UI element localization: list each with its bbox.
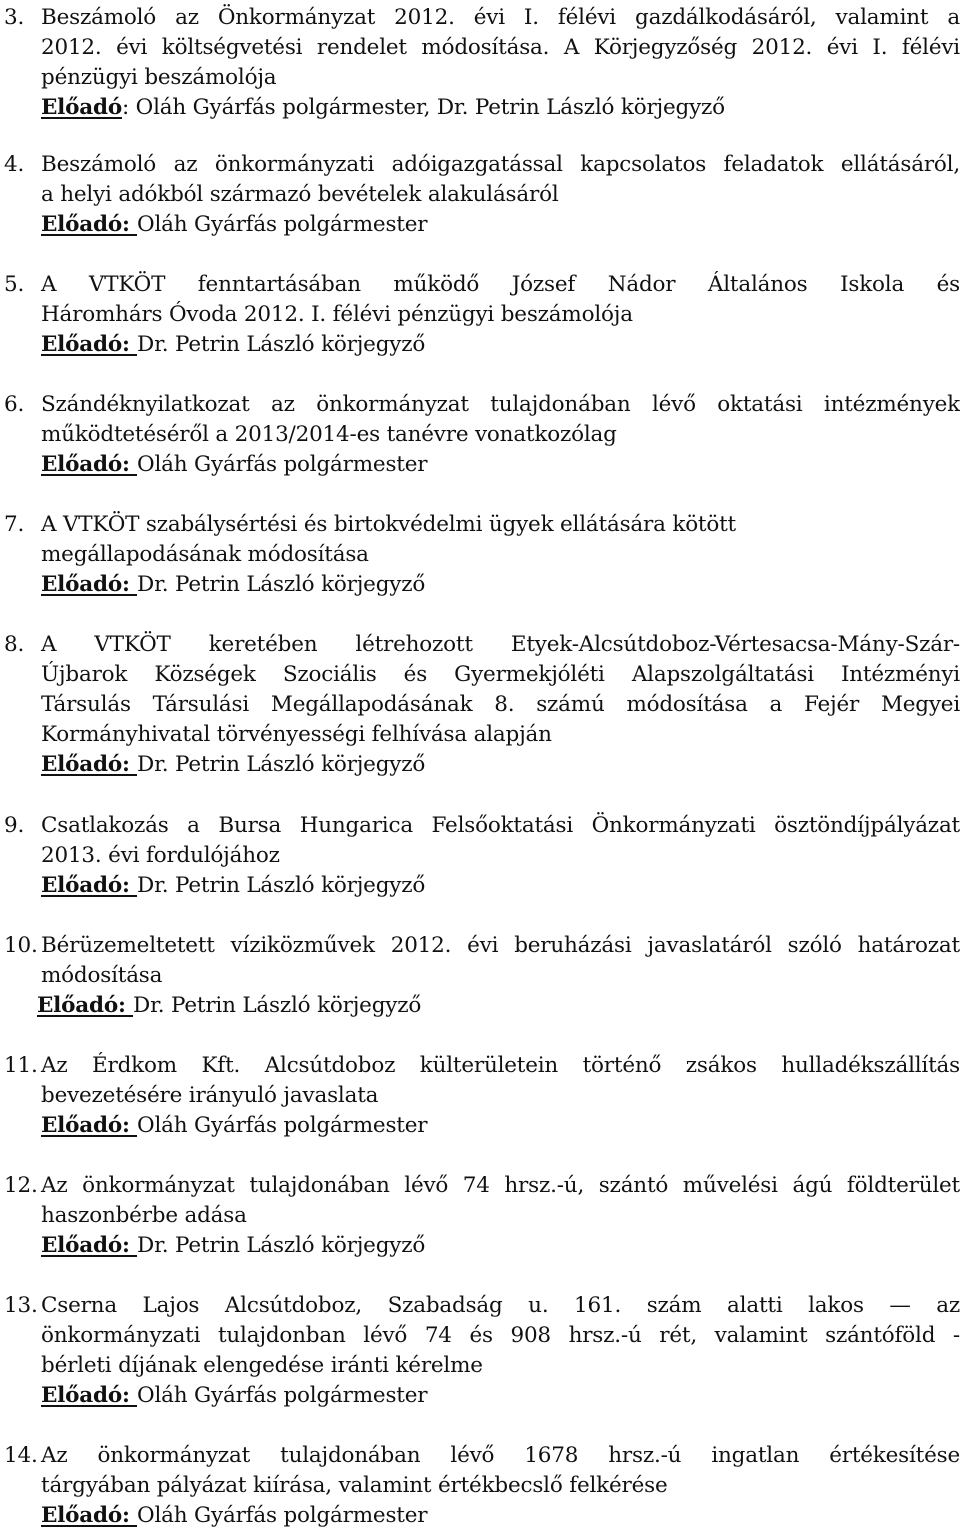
presenter-name: Dr. Petrin László körjegyző (137, 332, 426, 357)
presenter-name: Oláh Gyárfás polgármester (137, 1113, 428, 1138)
agenda-item-text-line: a helyi adókból származó bevételek alakulásáról (41, 182, 559, 207)
presenter-name: Oláh Gyárfás polgármester (137, 212, 428, 237)
agenda-item-text-line: Az Érdkom Kft. Alcsútdoboz külterületein történő zsákos hulladékszállítás (41, 1053, 960, 1078)
presenter-line (41, 1501, 960, 1531)
presenter-line (41, 1111, 960, 1141)
agenda-item (0, 1441, 960, 1531)
presenter-label: Előadó: (41, 1383, 138, 1408)
agenda-item (0, 931, 960, 1021)
presenter-name: Dr. Petrin László körjegyző (133, 993, 422, 1018)
presenter-label: Előadó: (37, 993, 134, 1018)
presenter-label-colon: : (122, 95, 130, 120)
agenda-item-number: 8. (4, 632, 25, 657)
presenter-line (37, 991, 960, 1021)
agenda-item-text-line: Cserna Lajos Alcsútdoboz, Szabadság u. 161. szám alatti lakos — az (41, 1293, 960, 1318)
agenda-item-number: 10. (4, 933, 38, 958)
agenda-item-text-line: Az önkormányzat tulajdonában lévő 1678 hrsz.-ú ingatlan értékesítése (41, 1443, 960, 1468)
agenda-item-text-line: Beszámoló az Önkormányzat 2012. évi I. félévi gazdálkodásáról, valamint a (41, 5, 960, 30)
presenter-line (41, 1231, 960, 1261)
agenda-item (0, 150, 960, 240)
presenter-name: Dr. Petrin László körjegyző (137, 752, 426, 777)
agenda-item-text-line: Bérüzemeltetett víziközművek 2012. évi beruházási javaslatáról szóló határozat (41, 933, 960, 958)
presenter-label: Előadó: (41, 1233, 138, 1258)
presenter-line (41, 93, 960, 123)
agenda-item-text-line: A VTKÖT szabálysértési és birtokvédelmi ügyek ellátására kötött (41, 512, 737, 537)
agenda-item-number: 13. (4, 1293, 38, 1318)
agenda-item-number: 6. (4, 392, 25, 417)
presenter-line (41, 330, 960, 360)
presenter-name: Dr. Petrin László körjegyző (137, 1233, 426, 1258)
agenda-item-text-line: Társulás Társulási Megállapodásának 8. számú módosítása a Fejér Megyei (41, 692, 960, 717)
agenda-item-text-line: bérleti díjának elengedése iránti kérelme (41, 1353, 483, 1378)
presenter-label: Előadó: (41, 452, 138, 477)
agenda-item (0, 811, 960, 901)
agenda-item (0, 3, 960, 123)
agenda-item-text-line: pénzügyi beszámolója (41, 65, 277, 90)
agenda-item-text-line: Beszámoló az önkormányzati adóigazgatással kapcsolatos feladatok ellátásáról, (41, 152, 960, 177)
agenda-item-number: 5. (4, 272, 25, 297)
presenter-label: Előadó: (41, 873, 138, 898)
presenter-label: Előadó: (41, 1113, 138, 1138)
presenter-label: Előadó: (41, 1503, 138, 1528)
agenda-item-number: 14. (4, 1443, 38, 1468)
presenter-line (41, 871, 960, 901)
presenter-label: Előadó: (41, 572, 138, 597)
agenda-item-number: 11. (4, 1053, 38, 1078)
agenda-item (0, 630, 960, 780)
presenter-name: Dr. Petrin László körjegyző (137, 873, 426, 898)
agenda-item (0, 390, 960, 480)
agenda-item-text-line: A VTKÖT fenntartásában működő József Nádor Általános Iskola és (41, 272, 960, 297)
agenda-item-text-line: önkormányzati tulajdonban lévő 74 és 908 hrsz.-ú rét, valamint szántóföld - (41, 1323, 960, 1348)
agenda-item (0, 1171, 960, 1261)
agenda-item (0, 1291, 960, 1411)
presenter-name: Oláh Gyárfás polgármester, Dr. Petrin László körjegyző (129, 95, 725, 120)
presenter-label: Előadó: (41, 332, 138, 357)
presenter-name: Oláh Gyárfás polgármester (137, 452, 428, 477)
agenda-item-number: 3. (4, 5, 25, 30)
presenter-label: Előadó: (41, 752, 138, 777)
agenda-item-text-line: 2013. évi fordulójához (41, 843, 280, 868)
agenda-item-text-line: Háromhárs Óvoda 2012. I. félévi pénzügyi beszámolója (41, 302, 633, 327)
presenter-name: Oláh Gyárfás polgármester (137, 1503, 428, 1528)
agenda-item-text-line: A VTKÖT keretében létrehozott Etyek-Alcsútdoboz-Vértesacsa-Mány-Szár- (41, 632, 960, 657)
agenda-item-number: 7. (4, 512, 25, 537)
agenda-item-number: 9. (4, 813, 25, 838)
agenda-item-text-line: Újbarok Községek Szociális és Gyermekjóléti Alapszolgáltatási Intézményi (41, 662, 960, 687)
agenda-item-text-line: tárgyában pályázat kiírása, valamint értékbecslő felkérése (41, 1473, 668, 1498)
agenda-item (0, 510, 960, 600)
presenter-name: Dr. Petrin László körjegyző (137, 572, 426, 597)
agenda-item-text-line: működtetéséről a 2013/2014-es tanévre vonatkozólag (41, 422, 617, 447)
agenda-item (0, 270, 960, 360)
agenda-item-number: 4. (4, 152, 25, 177)
presenter-line (41, 210, 960, 240)
presenter-name: Oláh Gyárfás polgármester (137, 1383, 428, 1408)
agenda-item-text-line: módosítása (41, 963, 163, 988)
presenter-label: Előadó: (41, 212, 138, 237)
presenter-label: Előadó (41, 95, 122, 120)
presenter-line (41, 570, 960, 600)
presenter-line (41, 450, 960, 480)
presenter-line (41, 750, 960, 780)
presenter-line (41, 1381, 960, 1411)
agenda-item-text-line: Kormányhivatal törvényességi felhívása alapján (41, 722, 552, 747)
agenda-item-text-line: bevezetésére irányuló javaslata (41, 1083, 379, 1108)
agenda-item (0, 1051, 960, 1141)
agenda-item-text-line: megállapodásának módosítása (41, 542, 369, 567)
agenda-item-text-line: Az önkormányzat tulajdonában lévő 74 hrsz.-ú, szántó művelési ágú földterület (41, 1173, 960, 1198)
agenda-item-text-line: Szándéknyilatkozat az önkormányzat tulajdonában lévő oktatási intézmények (41, 392, 960, 417)
agenda-item-text-line: 2012. évi költségvetési rendelet módosítása. A Körjegyzőség 2012. évi I. félévi (41, 35, 960, 60)
agenda-item-text-line: haszonbérbe adása (41, 1203, 247, 1228)
agenda-item-number: 12. (4, 1173, 38, 1198)
agenda-item-text-line: Csatlakozás a Bursa Hungarica Felsőoktatási Önkormányzati ösztöndíjpályázat (41, 813, 960, 838)
